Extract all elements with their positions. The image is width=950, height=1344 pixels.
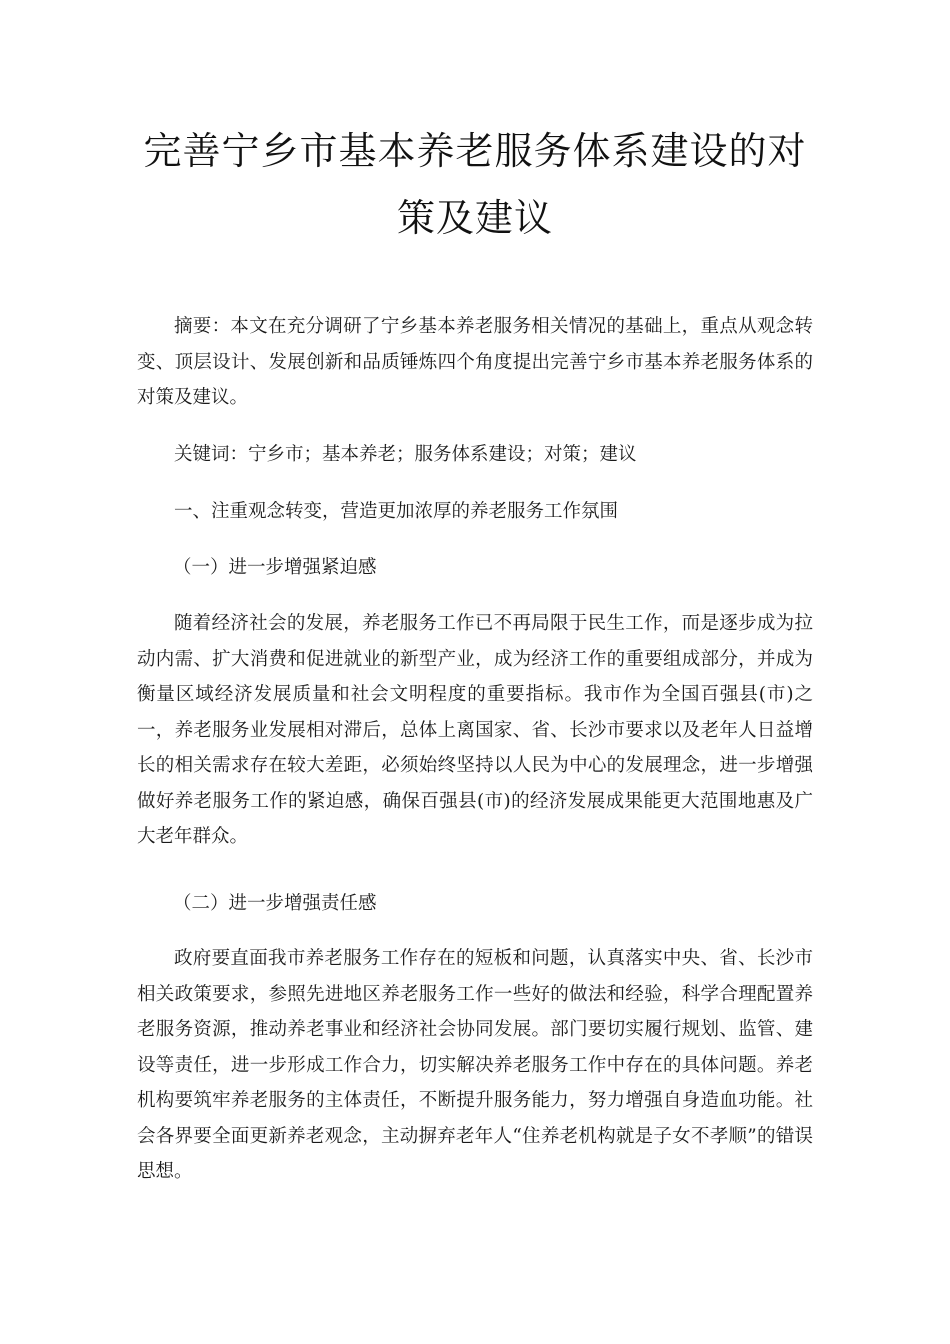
section-heading-1: 一、注重观念转变，营造更加浓厚的养老服务工作氛围 xyxy=(174,501,619,522)
abstract-paragraph: 摘要：本文在充分调研了宁乡基本养老服务相关情况的基础上，重点从观念转变、顶层设计、发展创新和品质锤炼四个角度提出完善宁乡市基本养老服务体系的对策及建议。 xyxy=(137,316,813,408)
subsection-heading-1: （一）进一步增强紧迫感 xyxy=(173,557,377,578)
keywords-line: 关键词：宁乡市；基本养老；服务体系建设；对策；建议 xyxy=(174,444,637,465)
subsection-2-body: 政府要直面我市养老服务工作存在的短板和问题，认真落实中央、省、长沙市相关政策要求，参照先进地区养老服务工作一些好的做法和经验，科学合理配置养老服务资源，推动养老事业和经济社会协同发展。部门要切实履行规划、监管、建设等责任，进一步形成工作合力，切实解决养老服务工作中存在的具体问题。养老机构要筑牢养老服务的主体责任，不断提升服务能力，努力增强自身造血功能。社会各界要全面更新养老观念，主动摒弃老年人“住养老机构就是子女不孝顺”的错误思想。 xyxy=(137,948,813,1182)
subsection-heading-2: （二）进一步增强责任感 xyxy=(173,893,377,914)
subsection-1-body: 随着经济社会的发展，养老服务工作已不再局限于民生工作，而是逐步成为拉动内需、扩大消费和促进就业的新型产业，成为经济工作的重要组成部分，并成为衡量区域经济发展质量和社会文明程度的重要指标。我市作为全国百强县(市)之一，养老服务业发展相对滞后，总体上离国家、省、长沙市要求以及老年人日益增长的相关需求存在较大差距，必须始终坚持以人民为中心的发展理念，进一步增强做好养老服务工作的紧迫感，确保百强县(市)的经济发展成果能更大范围地惠及广大老年群众。 xyxy=(137,613,813,847)
document-title-line-2: 策及建议 xyxy=(396,196,553,240)
document-title-line-1: 完善宁乡市基本养老服务体系建设的对 xyxy=(143,129,807,173)
